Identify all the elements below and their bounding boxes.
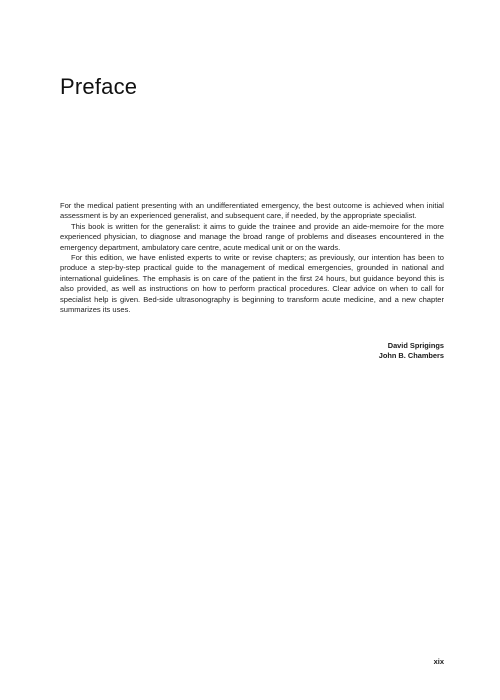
paragraph: For the medical patient presenting with an undifferentiated emergency, the best outcome is achieved when initial assessment is by an experienced generalist, and subsequent care, if needed, by the appropriate specialist.: [60, 201, 444, 221]
author-name: David Sprigings: [387, 341, 444, 350]
author-name: John B. Chambers: [378, 351, 444, 361]
paragraph: This book is written for the generalist: it aims to guide the trainee and provide an aide-memoire for the more experienced physician, to diagnose and manage the broad range of problems and diseases encountered in the emergency department, ambulatory care centre, acute medical unit or on the wards.: [60, 221, 444, 252]
preface-body: [60, 201, 444, 315]
page-title: Preface: [60, 74, 138, 99]
author-signatures: [260, 341, 444, 362]
page-number: xix: [433, 657, 444, 666]
paragraph: For this edition, we have enlisted experts to write or revise chapters; as previously, our intention has been to produce a step-by-step practical guide to the management of medical emergencies, grounded in national and international guidelines. The emphasis is on care of the patient in the first 24 hours, but guidance beyond this is also provided, as well as instructions on how to perform practical procedures. Clear advice on when to call for specialist help is given. Bed-side ultrasonography is beginning to transform acute medicine, and a new chapter summarizes its uses.: [60, 253, 444, 315]
